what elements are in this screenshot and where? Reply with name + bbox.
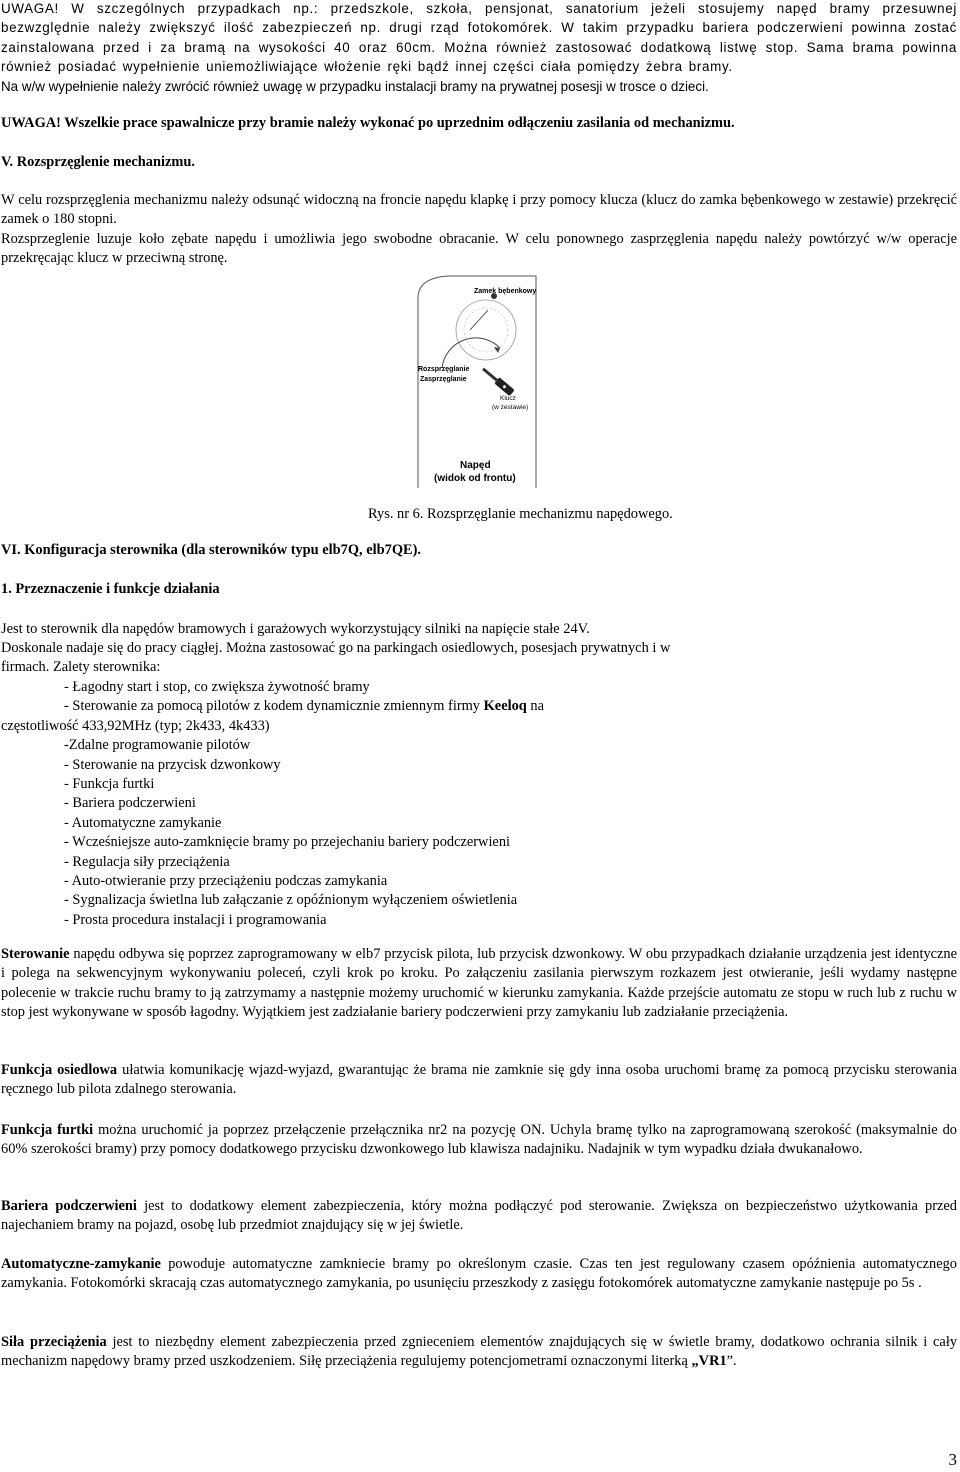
- lock-area-circle: [464, 308, 508, 352]
- bariera-term: Bariera podczerwieni: [1, 1198, 137, 1214]
- feature-item: - Sterowanie za pomocą pilotów z kodem dynamicznie zmiennym firmy Keeloq na: [64, 698, 544, 715]
- lock-label: Zamek bębenkowy: [474, 288, 537, 295]
- furtki-term: Funkcja furtki: [1, 1122, 94, 1138]
- welding-warning: UWAGA! Wszelkie prace spawalnicze przy bramie należy wykonać po uprzednim odłączeniu zasilania od mechanizmu.: [1, 115, 735, 131]
- vr1-label: „VR1: [691, 1353, 727, 1370]
- furtki-paragraph: Funkcja furtki można uruchomić ja poprzez przełączenie przełącznika nr2 na pozycję ON. Uchyla bramę tylko na zaprogramowaną szerokość (maksymalnie do 60% szerokości bramy) przy pomocy dodatkowego przycisku dzwonkowego lub klawisza nadajniku. Nadajnik w tym wypadku działa dwukanałowo.: [1, 1122, 957, 1158]
- feature-item: - Sterowanie na przycisk dzwonkowy: [64, 756, 281, 773]
- intro-paragraph-2: Na w/w wypełnienie należy zwrócić również uwagę w przypadku instalacji bramy na prywatnej posesji w trosce o dzieci.: [1, 79, 709, 94]
- figure-caption: Rys. nr 6. Rozsprzęglanie mechanizmu napędowego.: [368, 506, 673, 522]
- section-v-paragraph-2: Rozsprzeglenie luzuje koło zębate napędu i umożliwia jego swobodne obracanie. W celu ponownego zasprzęglenia napędu należy powtórzyć w/w operacje przekręcając klucz w przeciwną stronę.: [1, 231, 957, 267]
- key-note-label: (w zestawie): [492, 404, 529, 411]
- section-vi-heading: VI. Konfiguracja sterownika (dla sterowników typu elb7Q, elb7QE).: [1, 542, 422, 558]
- auto-zamykanie-paragraph: Automatyczne-zamykanie powoduje automatyczne zamkniecie bramy po określonym czasie. Czas ten jest regulowany czasem opóźnienia automatycznego zamykania. Fotokomórki skracają czas automatycznego zamykania, po usunięciu przeszkody z zasięgu fotokomórek automatyczne zamykanie następuje po 5s .: [1, 1256, 957, 1292]
- keeloq-brand: Keeloq: [483, 698, 527, 715]
- rotation-arrow: [442, 338, 500, 368]
- frequency-line: częstotliwość 433,92MHz (typ; 2k433, 4k433): [1, 717, 270, 734]
- feature-list: [1, 678, 944, 930]
- feature-item: - Wcześniejsze auto-zamknięcie bramy po przejechaniu bariery podczerwieni: [64, 834, 511, 851]
- feature-item: - Auto-otwieranie przy przeciążeniu podczas zamykania: [64, 872, 388, 889]
- drive-note-label: (widok od frontu): [434, 473, 516, 484]
- feature-item: - Funkcja furtki: [64, 775, 155, 792]
- feature-item: - Sygnalizacja świetlna lub załączanie z opóźnionym wyłączeniem oświetlenia: [64, 892, 518, 909]
- cover-flap-outline: [456, 300, 516, 360]
- intro-paragraph: [1, 0, 957, 77]
- feature-item: - Bariera podczerwieni: [64, 795, 196, 812]
- intro-text: W szczególnych przypadkach np.: przedszkole, szkoła, pensjonat, sanatorium jeżeli stosujemy napęd bramy przesuwnej bezwzględnie należy zwiększyć ilość zabezpieczeń np. drugi rząd fotokomórek. W takim przypadku bariera podczerwieni powinna zostać zainstalowana przed i za bramą na wysokości 40 oraz 60cm. Można również zastosować dodatkową listwę stop. Sama brama powinna również posiadać wypełnienie uniemożliwiające włożenie ręki bądź innej części ciała pomiędzy żebra bramy.: [1, 1, 957, 75]
- auto-zamykanie-term: Automatyczne-zamykanie: [1, 1256, 161, 1272]
- drive-front-view-figure: [408, 270, 548, 490]
- drive-label: Napęd: [460, 460, 491, 471]
- section-v-paragraph-1: W celu rozsprzęglenia mechanizmu należy odsunąć widoczną na froncie napędu klapkę i przy pomocy klucza (klucz do zamka bębenkowego w zestawie) przekręcić zamek o 180 stopni.: [1, 192, 957, 228]
- osiedlowa-term: Funkcja osiedlowa: [1, 1062, 118, 1078]
- controller-intro-line-1: Jest to sterownik dla napędów bramowych i garażowych wykorzystujący silniki na napięcie stałe 24V.: [1, 621, 590, 637]
- osiedlowa-paragraph: Funkcja osiedlowa ułatwia komunikację wjazd-wyjazd, gwarantując że brama nie zamknie się gdy inna osoba uruchomi bramę za pomocą przycisku sterowania ręcznego lub pilota zdalnego sterowania.: [1, 1062, 957, 1098]
- section-vi-subheading: 1. Przeznaczenie i funkcje działania: [1, 581, 220, 597]
- sila-przeciazenia-paragraph: Siła przeciążenia jest to niezbędny element zabezpieczenia przed zgnieceniem elementów znajdujących się w świetle bramy, dodatkowo ochrania silnik i cały mechanizm napędowy bramy przed uszkodzeniem. Siłę przeciążenia regulujemy potencjometrami oznaczonymi literką „VR1”.: [1, 1334, 958, 1370]
- sterowanie-term: Sterowanie: [1, 946, 70, 962]
- uwaga-label: UWAGA!: [1, 1, 59, 16]
- feature-item: - Łagodny start i stop, co zwiększa żywotność bramy: [64, 679, 370, 695]
- sila-przeciazenia-term: Siła przeciążenia: [1, 1334, 107, 1350]
- page-number: 3: [948, 1450, 957, 1469]
- bariera-paragraph: Bariera podczerwieni jest to dodatkowy element zabezpieczenia, który można podłączyć pod sterowanie. Zwiększa on bezpieczeństwo użytkowania przed najechaniem bramy na pojazd, osobę lub przedmiot znajdujący się w jej świetle.: [1, 1198, 957, 1234]
- feature-item: - Prosta procedura instalacji i programowania: [64, 911, 327, 928]
- release-label: Rozsprzęglanie: [418, 366, 470, 373]
- key-icon: [480, 366, 514, 397]
- section-v-heading: V. Rozsprzęglenie mechanizmu.: [1, 154, 195, 170]
- lock-leader-line: [470, 310, 488, 330]
- key-label: Klucz: [500, 395, 516, 402]
- feature-item: - Regulacja siły przeciążenia: [64, 853, 230, 870]
- sterowanie-paragraph: Sterowanie napędu odbywa się poprzez zaprogramowany w elb7 przycisk pilota, lub przycisk dzwonkowy. W obu przypadkach działanie urządzenia jest identyczne i polega na sekwencyjnym wykonywaniu poleceń, czyli krok po kroku. Po załączeniu zasilania pierwszym rozkazem jest otwieranie, jeśli wydamy następne polecenie w trakcie ruchu bramy to ją zatrzymamy a następnie możemy uruchomić w kierunku zamykania. Każde przejście automatu ze stopu w ruch lub z ruchu w stop jest wykonywane w sposób łagodny. Wyjątkiem jest zadziałanie bariery podczerwieni przy zamykaniu lub zadziałanie przeciążenia.: [1, 946, 957, 1020]
- engage-label: Zasprzęglanie: [420, 376, 467, 383]
- controller-intro-line-2: Doskonale nadaje się do pracy ciągłej. Można zastosować go na parkingach osiedlowych, posesjach prywatnych i w firmach. Zalety sterownika:: [1, 640, 671, 676]
- drive-diagram: [408, 270, 548, 490]
- feature-item: - Automatyczne zamykanie: [64, 814, 222, 831]
- feature-item: -Zdalne programowanie pilotów: [64, 737, 251, 754]
